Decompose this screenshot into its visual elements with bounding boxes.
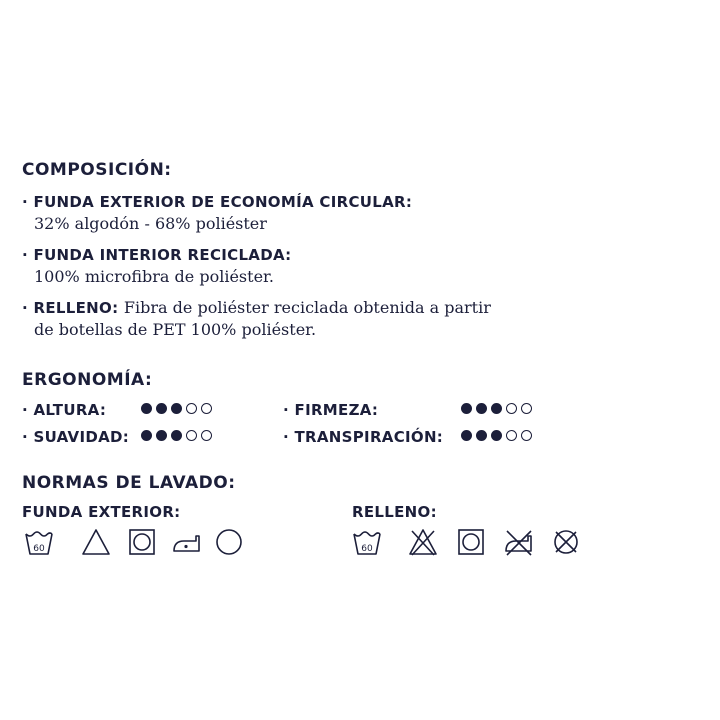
ergo-label-suavidad: · SUAVIDAD: [22, 428, 130, 446]
rating-dot-filled [156, 430, 167, 441]
rating-dot-empty [186, 403, 197, 414]
wash-temp-text: 60 [33, 544, 45, 554]
funda-exterior-label: FUNDA EXTERIOR: [22, 503, 181, 521]
rating-dot-filled [491, 430, 502, 441]
rating-suavidad [141, 430, 212, 441]
ergo-label-transpiracion: · TRANSPIRACIÓN: [283, 428, 444, 446]
rating-dot-filled [476, 430, 487, 441]
tumble-dry-icon [456, 527, 486, 557]
item3-text-a: Fibra de poliéster reciclada obtenida a partir [123, 298, 491, 317]
rating-dot-filled [171, 403, 182, 414]
wash-temp-text: 60 [361, 544, 373, 554]
relleno-label: RELLENO: [352, 503, 437, 521]
rating-dot-filled [156, 403, 167, 414]
rating-dot-empty [521, 403, 532, 414]
no-tumble-dry-icon [504, 527, 534, 557]
dry-clean-icon [214, 527, 244, 557]
rating-dot-filled [141, 430, 152, 441]
rating-dot-empty [201, 430, 212, 441]
item1-text: 32% algodón - 68% poliéster [34, 214, 267, 233]
rating-dot-filled [171, 430, 182, 441]
lavado-title: NORMAS DE LAVADO: [22, 473, 236, 493]
composicion-title: COMPOSICIÓN: [22, 160, 172, 180]
ergo-label-altura: · ALTURA: [22, 401, 107, 419]
item3-text-b: de botellas de PET 100% poliéster. [34, 320, 317, 339]
rating-dot-filled [491, 403, 502, 414]
iron-low-icon [172, 527, 202, 557]
rating-dot-empty [201, 403, 212, 414]
rating-firmeza [461, 403, 532, 414]
tumble-dry-icon [127, 527, 157, 557]
item2-label: · FUNDA INTERIOR RECICLADA: [22, 246, 292, 264]
item1-label: · FUNDA EXTERIOR DE ECONOMÍA CIRCULAR: [22, 193, 413, 211]
rating-dot-empty [506, 430, 517, 441]
wash-60-icon [352, 527, 382, 557]
ergonomia-title: ERGONOMÍA: [22, 370, 153, 390]
rating-dot-empty [186, 430, 197, 441]
rating-transpiracion [461, 430, 532, 441]
rating-dot-empty [521, 430, 532, 441]
no-bleach-icon [408, 527, 438, 557]
item2-text: 100% microfibra de poliéster. [34, 267, 275, 286]
item3-label: · RELLENO: [22, 299, 119, 317]
bleach-allowed-icon [81, 527, 111, 557]
rating-dot-empty [506, 403, 517, 414]
rating-dot-filled [141, 403, 152, 414]
wash-60-icon [24, 527, 54, 557]
rating-altura [141, 403, 212, 414]
item3-row [22, 298, 491, 317]
ergo-label-firmeza: · FIRMEZA: [283, 401, 379, 419]
rating-dot-filled [461, 430, 472, 441]
no-dry-clean-icon [551, 527, 581, 557]
rating-dot-filled [476, 403, 487, 414]
rating-dot-filled [461, 403, 472, 414]
